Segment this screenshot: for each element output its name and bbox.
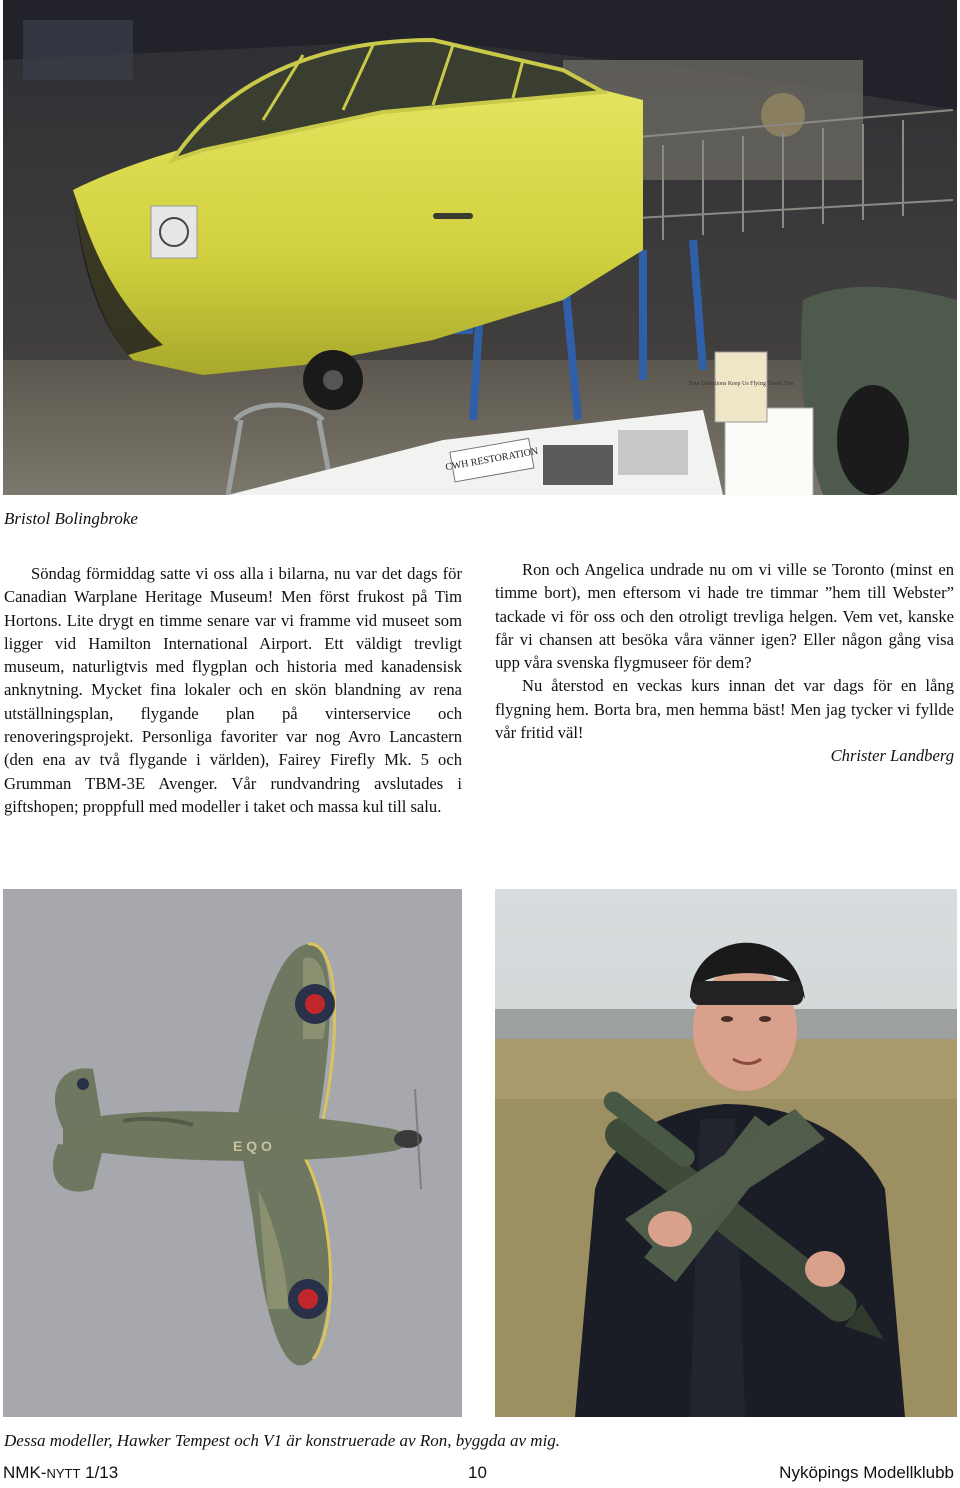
- v1-model-photo: [495, 889, 957, 1417]
- footer-club-name: Nyköpings Modellklubb: [779, 1463, 954, 1482]
- hawker-tempest-photo: [3, 889, 462, 1417]
- bolingbroke-photo: [3, 0, 957, 495]
- article-left-column: [4, 562, 462, 818]
- page-number: 10: [468, 1463, 487, 1482]
- sign-label: CWH RESTORATION: [444, 446, 540, 474]
- footer-issue: [3, 1463, 118, 1483]
- article-right-column: [495, 558, 954, 768]
- donation-sign: Your Donations Keep Us Flying Thank You: [688, 381, 794, 387]
- article-paragraph: Söndag förmiddag satte vi oss alla i bilarna, nu var det dags för Canadian Warplane Heritage Museum! Men först frukost på Tim Hortons. Lite drygt en timme senare var vi framme vid museet som ligger vid Hamilton International Airport. Ett väldigt trevligt museum, naturligtvis med flygplan och historia med kanadensisk anknytning. Mycket fina lokaler och en skön blandning av rena utställningsplan, flygande plan på vinterservice och renoveringsprojekt. Personliga favoriter var nog Avro Lancastern (den ena av två flygande i världen), Fairey Firefly Mk. 5 och Grumman TBM-3E Avenger. Vår rundvandring avslutades i giftshopen; proppfull med modeller i taket och massa kul till salu.: [4, 564, 462, 816]
- bottom-photos-caption: Dessa modeller, Hawker Tempest och V1 är konstruerade av Ron, byggda av mig.: [4, 1431, 561, 1450]
- footer-mag-name-smallcaps: NYTT: [46, 1466, 81, 1481]
- svg-text:E Q O: E Q O: [233, 1138, 272, 1154]
- footer-issue-number: 1/13: [80, 1463, 119, 1482]
- article-paragraph: Nu återstod en veckas kurs innan det var dags för en lång flygning hem. Borta bra, men hemma bäst! Men jag tycker vi fyllde vår fritid väl!: [495, 676, 954, 743]
- top-photo-caption: Bristol Bolingbroke: [4, 509, 138, 528]
- article-paragraph: Ron och Angelica undrade nu om vi ville se Toronto (minst en timme bort), men eftersom vi hade tre timmar ”hem till Webster” tackade vi för oss och den otroligt trevliga helgen. Vem vet, kanske får vi chansen att besöka våra vänner igen? Eller någon gång visa upp våra svenska flygmuseer för dem?: [495, 560, 954, 673]
- footer-mag-name: NMK-: [3, 1463, 47, 1482]
- author-signature: Christer Landberg: [830, 746, 954, 766]
